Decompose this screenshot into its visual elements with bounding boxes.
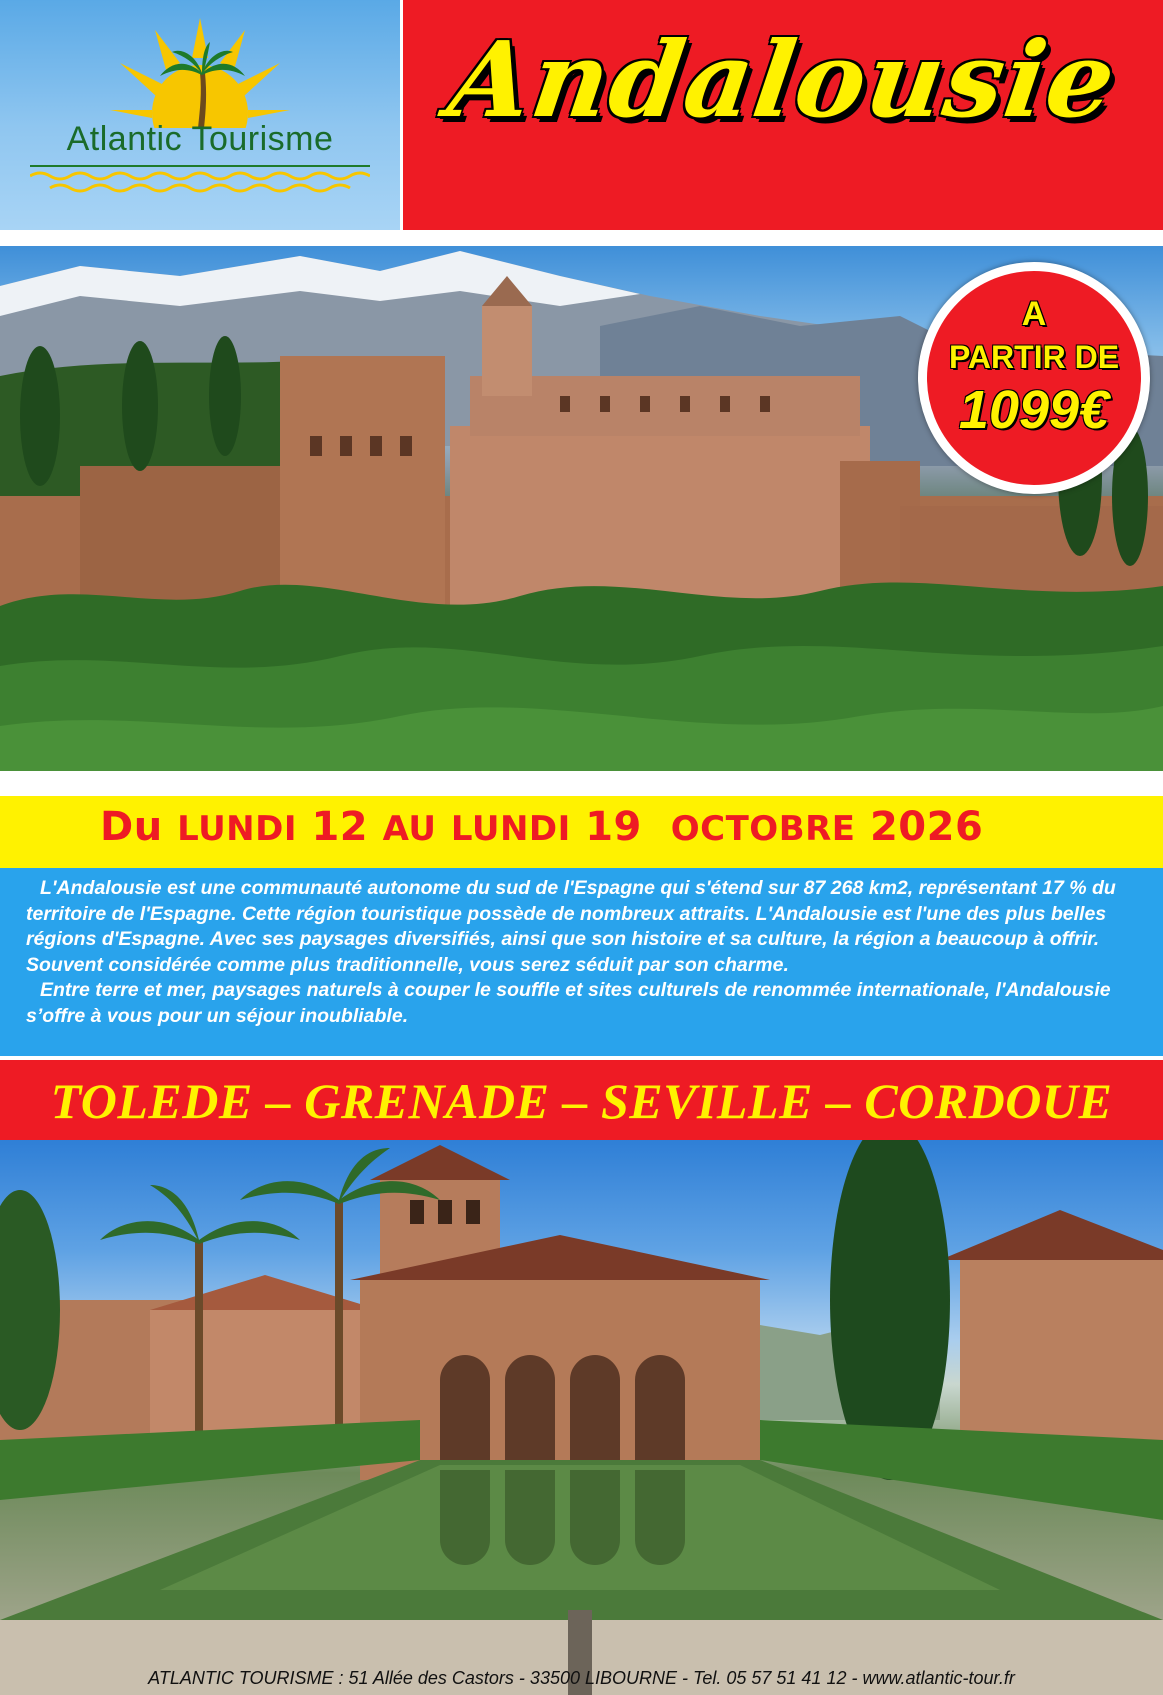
price-prefix: A <box>1021 295 1047 333</box>
partal-photo <box>0 1140 1163 1695</box>
description-panel <box>0 868 1163 1056</box>
date-au: AU <box>382 809 437 849</box>
price-value: 1099€ <box>958 380 1110 440</box>
cities-band <box>0 1060 1163 1140</box>
brand-logo <box>0 0 400 230</box>
footer-contact: ATLANTIC TOURISME : 51 Allée des Castors - 33500 LIBOURNE - Tel. 05 57 51 41 12 - www.atlantic-tour.fr <box>148 1668 1015 1688</box>
date-du: Du <box>100 804 163 850</box>
date-year: 2026 <box>869 804 984 850</box>
cities-list: TOLEDE – GRENADE – SEVILLE – CORDOUE <box>50 1073 1113 1129</box>
date-month: OCTOBRE <box>670 809 856 849</box>
description-paragraph-1: L'Andalousie est une communauté autonome du sud de l'Espagne qui s'étend sur 87 268 km2, représentant 17 % du territoire de l'Espagne. Cette région touristique possède de nombreux attraits. L'Andalousie est l'une des plus belles régions d'Espagne. Avec ses paysages diversifiés, ainsi que son histoire et sa culture, la région a beaucoup à offrir. Souvent considérée comme plus traditionnelle, vous serez séduit par son charme. <box>26 877 1116 976</box>
price-from-label: PARTIR DE <box>948 339 1120 375</box>
date-band <box>0 796 1163 868</box>
page-title: Andalousie <box>441 18 1125 141</box>
date-end-num: 19 <box>585 804 642 850</box>
title-panel <box>403 0 1163 230</box>
price-badge <box>918 262 1150 494</box>
description-paragraph-2: Entre terre et mer, paysages naturels à couper le souffle et sites culturels de renommée internationale, l'Andalousie s’offre à vous pour un séjour inoubliable. <box>26 979 1111 1027</box>
brand-name: Atlantic Tourisme <box>66 120 334 158</box>
sun-icon <box>110 18 290 128</box>
waves-decoration <box>30 160 370 200</box>
date-end-day: LUNDI <box>450 809 571 849</box>
trip-dates <box>100 804 983 850</box>
description <box>26 876 1142 1029</box>
date-start-num: 12 <box>311 804 369 850</box>
date-start-day: LUNDI <box>177 809 298 849</box>
